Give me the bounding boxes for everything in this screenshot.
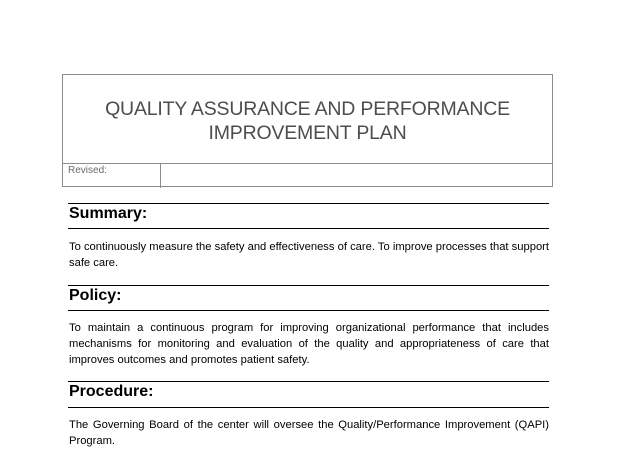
revised-label: Revised:	[63, 164, 161, 188]
policy-heading: Policy:	[68, 285, 549, 311]
summary-text: To continuously measure the safety and effectiveness of care. To improve processes that support safe care.	[69, 241, 549, 270]
document-header-box	[62, 74, 553, 187]
document-title	[63, 97, 552, 145]
procedure-heading: Procedure:	[68, 381, 549, 408]
procedure-section-body	[69, 417, 549, 449]
document-title-line-1: QUALITY ASSURANCE AND PERFORMANCE	[105, 98, 510, 120]
policy-text: To maintain a continuous program for improving organizational performance that includes mechanisms for monitoring and evaluation of the quality and appropriateness of care that improves outcomes and promotes patient safety.	[69, 322, 549, 367]
revised-value	[161, 164, 552, 188]
revised-row	[63, 163, 552, 188]
policy-section-body	[69, 320, 549, 369]
summary-heading: Summary:	[68, 203, 549, 229]
document-title-line-2: IMPROVEMENT PLAN	[208, 122, 407, 144]
procedure-text: The Governing Board of the center will oversee the Quality/Performance Improvement (QAPI) Program.	[69, 419, 549, 448]
summary-section-body	[69, 239, 549, 271]
